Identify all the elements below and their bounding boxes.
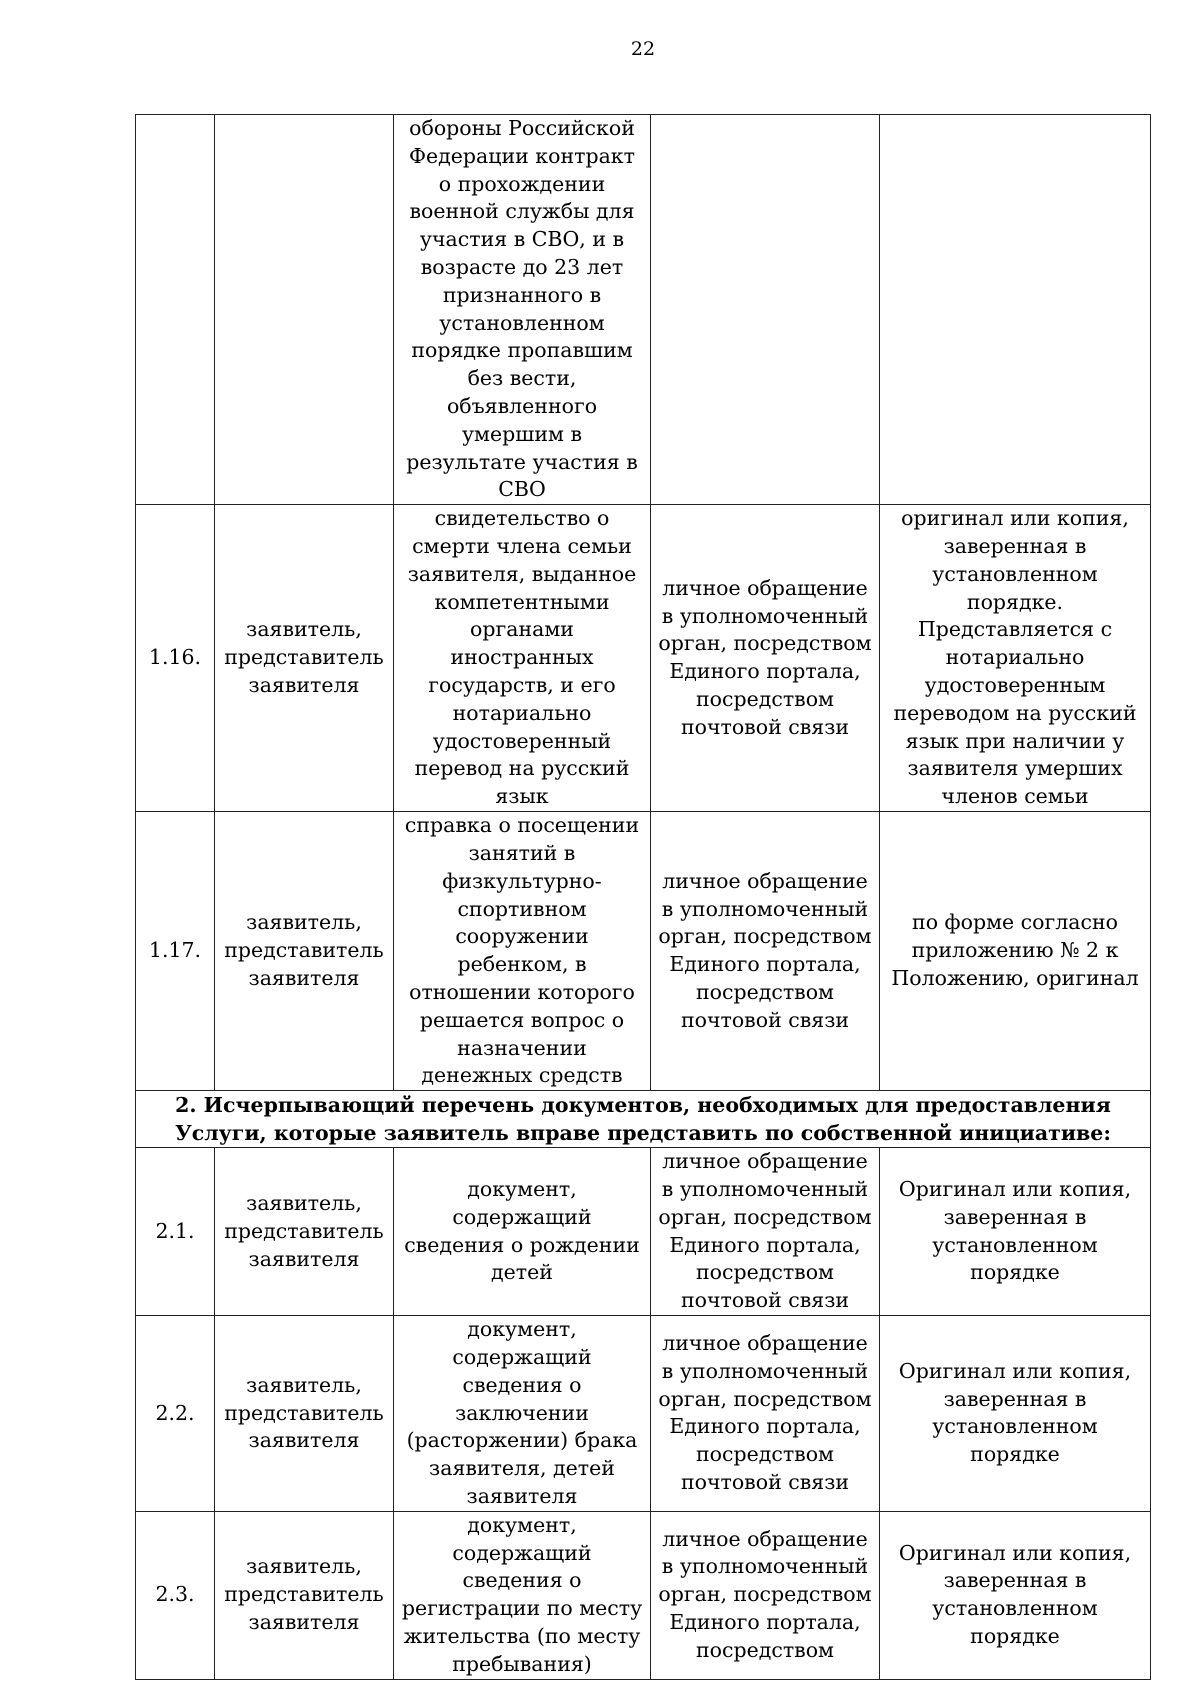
- note-cell: оригинал или копия, заверенная в установленном порядке. Представляется с нотариально удостоверенным переводом на русский язык при наличии у заявителя умерших членов семьи: [880, 505, 1151, 812]
- document-cell: документ, содержащий сведения о регистрации по месту жительства (по месту пребывания): [394, 1511, 651, 1679]
- applicant-cell: заявитель, представитель заявителя: [215, 1511, 394, 1679]
- document-cell: документ, содержащий сведения о рождении детей: [394, 1148, 651, 1316]
- table-row: [136, 115, 1151, 505]
- document-cell: справка о посещении занятий в физкультурно-спортивном сооружении ребенком, в отношении которого решается вопрос о назначении денежных средств: [394, 812, 651, 1091]
- applicant-cell: заявитель, представитель заявителя: [215, 1316, 394, 1512]
- document-cell: документ, содержащий сведения о заключении (расторжении) брака заявителя, детей заявителя: [394, 1316, 651, 1512]
- applicant-cell: заявитель, представитель заявителя: [215, 505, 394, 812]
- method-cell: личное обращение в уполномоченный орган, посредством Единого портала, посредством почтовой связи: [651, 1316, 880, 1512]
- note-cell: Оригинал или копия, заверенная в установленном порядке: [880, 1511, 1151, 1679]
- method-cell: личное обращение в уполномоченный орган, посредством Единого портала, посредством: [651, 1511, 880, 1679]
- table-row: [136, 812, 1151, 1091]
- page-number: 22: [630, 38, 656, 60]
- table-row: [136, 1511, 1151, 1679]
- row-number-cell: 2.1.: [136, 1148, 215, 1316]
- table-row: [136, 505, 1151, 812]
- note-cell: [880, 115, 1151, 505]
- row-number-cell: 1.17.: [136, 812, 215, 1091]
- section-2-header: 2. Исчерпывающий перечень документов, необходимых для предоставления Услуги, которые заявитель вправе представить по собственной инициативе:: [136, 1091, 1151, 1148]
- row-number-cell: 2.3.: [136, 1511, 215, 1679]
- note-cell: Оригинал или копия, заверенная в установленном порядке: [880, 1316, 1151, 1512]
- note-cell: Оригинал или копия, заверенная в установленном порядке: [880, 1148, 1151, 1316]
- row-number-cell: 2.2.: [136, 1316, 215, 1512]
- table-row: [136, 1148, 1151, 1316]
- document-cell: свидетельство о смерти члена семьи заявителя, выданное компетентными органами иностранных государств, и его нотариально удостоверенный перевод на русский язык: [394, 505, 651, 812]
- row-number-cell: 1.16.: [136, 505, 215, 812]
- method-cell: личное обращение в уполномоченный орган, посредством Единого портала, посредством почтовой связи: [651, 1148, 880, 1316]
- method-cell: личное обращение в уполномоченный орган, посредством Единого портала, посредством почтовой связи: [651, 505, 880, 812]
- row-number-cell: [136, 115, 215, 505]
- method-cell: [651, 115, 880, 505]
- table-row: [136, 1316, 1151, 1512]
- note-cell: по форме согласно приложению № 2 к Положению, оригинал: [880, 812, 1151, 1091]
- document-cell: обороны Российской Федерации контракт о прохождении военной службы для участия в СВО, и в возрасте до 23 лет признанного в установленном порядке пропавшим без вести, объявленного умершим в результате участия в СВО: [394, 115, 651, 505]
- applicant-cell: заявитель, представитель заявителя: [215, 812, 394, 1091]
- applicant-cell: заявитель, представитель заявителя: [215, 1148, 394, 1316]
- applicant-cell: [215, 115, 394, 505]
- documents-table: [135, 114, 1151, 1680]
- section-header-row: [136, 1091, 1151, 1148]
- method-cell: личное обращение в уполномоченный орган, посредством Единого портала, посредством почтовой связи: [651, 812, 880, 1091]
